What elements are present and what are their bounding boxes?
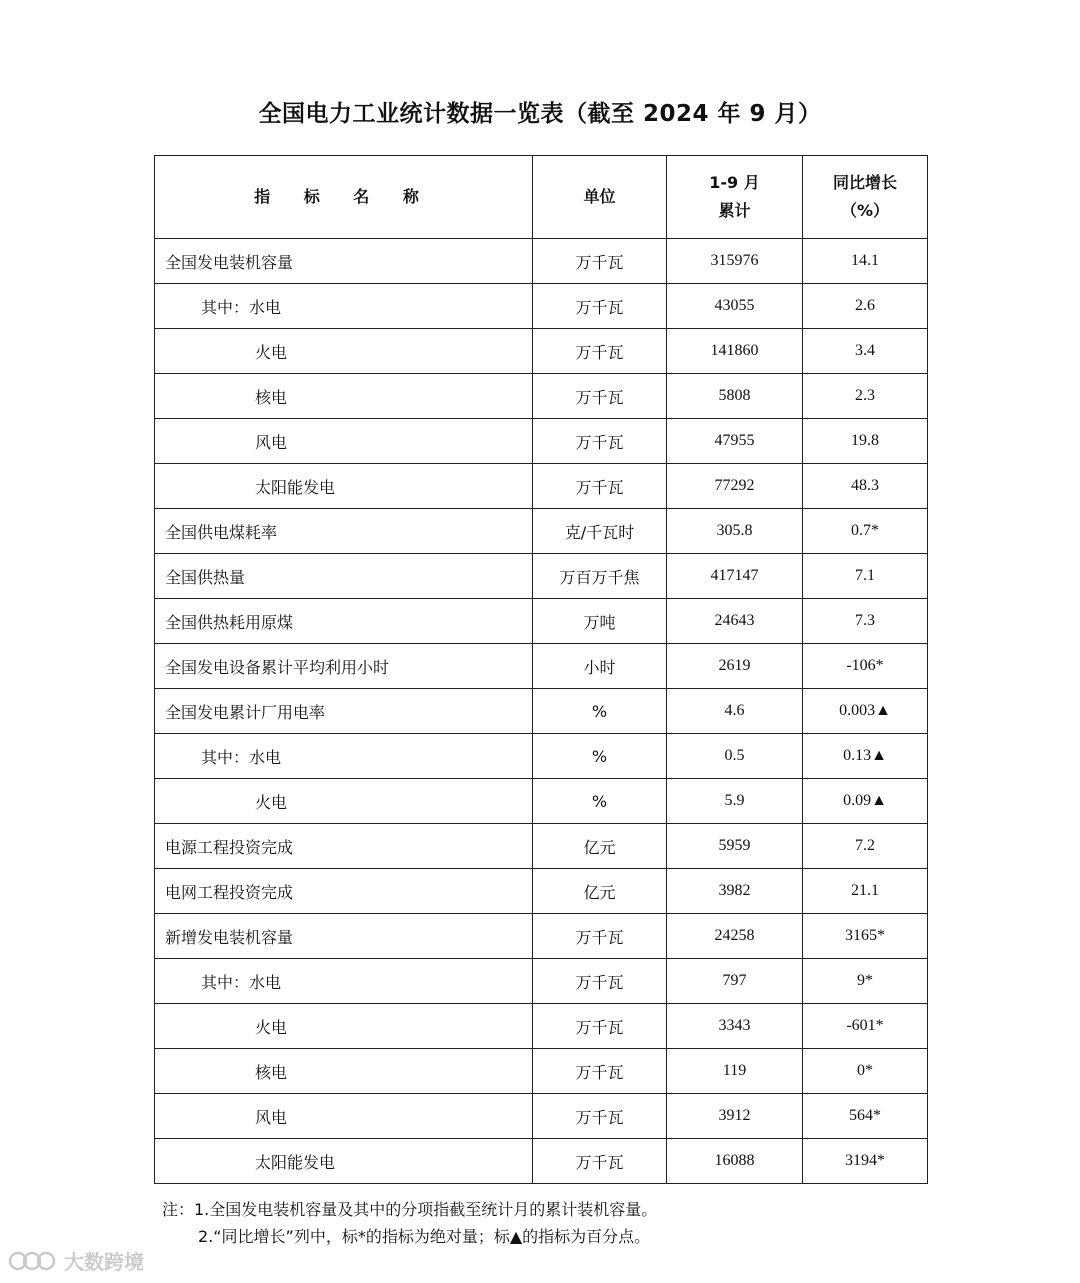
table-row [155, 734, 928, 779]
header-growth [803, 156, 928, 239]
table-row [155, 374, 928, 419]
table-row [155, 959, 928, 1004]
growth-cell: 3165* [803, 914, 928, 959]
indicator-name-cell: 电网工程投资完成 [155, 869, 533, 914]
header-cumulative-line1: 1-9 月 [709, 173, 760, 192]
table-row [155, 554, 928, 599]
page-title: 全国电力工业统计数据一览表（截至 2024 年 9 月） [258, 101, 822, 127]
table-row [155, 419, 928, 464]
unit-cell: 万千瓦 [533, 1004, 667, 1049]
unit-cell: 万千瓦 [533, 464, 667, 509]
growth-cell: 7.3 [803, 599, 928, 644]
table-row [155, 239, 928, 284]
growth-cell: 21.1 [803, 869, 928, 914]
cumulative-value-cell: 119 [667, 1049, 803, 1094]
footnote-2: 2.“同比增长”列中，标*的指标为绝对量；标▲的指标为百分点。 [198, 1227, 651, 1246]
cumulative-value-cell: 24258 [667, 914, 803, 959]
cumulative-value-cell: 417147 [667, 554, 803, 599]
cumulative-value-cell: 43055 [667, 284, 803, 329]
table-row [155, 779, 928, 824]
indicator-name-cell: 全国供热量 [155, 554, 533, 599]
unit-cell: % [533, 689, 667, 734]
growth-cell: 7.1 [803, 554, 928, 599]
cumulative-value-cell: 305.8 [667, 509, 803, 554]
table-header-row [155, 156, 928, 239]
unit-cell: % [533, 734, 667, 779]
table-row [155, 1049, 928, 1094]
indicator-name-cell: 全国发电设备累计平均利用小时 [155, 644, 533, 689]
cumulative-value-cell: 797 [667, 959, 803, 1004]
growth-cell: 19.8 [803, 419, 928, 464]
unit-cell: 万千瓦 [533, 419, 667, 464]
watermark-text: 大数跨境 [64, 1250, 144, 1274]
indicator-name-cell: 新增发电装机容量 [155, 914, 533, 959]
growth-cell: 564* [803, 1094, 928, 1139]
indicator-name-cell: 火电 [155, 329, 533, 374]
footnotes [162, 1196, 657, 1250]
unit-cell: 万千瓦 [533, 374, 667, 419]
unit-cell: 亿元 [533, 824, 667, 869]
growth-cell: 0* [803, 1049, 928, 1094]
indicator-name-cell: 核电 [155, 374, 533, 419]
cumulative-value-cell: 47955 [667, 419, 803, 464]
indicator-name-cell: 太阳能发电 [155, 1139, 533, 1184]
indicator-name-cell: 核电 [155, 1049, 533, 1094]
table-row [155, 689, 928, 734]
unit-cell: 万百万千焦 [533, 554, 667, 599]
unit-cell: 万千瓦 [533, 1094, 667, 1139]
header-indicator-name: 指 标 名 称 [155, 156, 533, 239]
growth-cell: 7.2 [803, 824, 928, 869]
growth-cell: 0.13▲ [803, 734, 928, 779]
unit-cell: 万千瓦 [533, 239, 667, 284]
unit-cell: 万千瓦 [533, 914, 667, 959]
cumulative-value-cell: 77292 [667, 464, 803, 509]
unit-cell: 万千瓦 [533, 284, 667, 329]
unit-cell: 万千瓦 [533, 329, 667, 374]
cumulative-value-cell: 141860 [667, 329, 803, 374]
table-row [155, 1139, 928, 1184]
unit-cell: % [533, 779, 667, 824]
growth-cell: 0.09▲ [803, 779, 928, 824]
table-row [155, 599, 928, 644]
table-row [155, 824, 928, 869]
watermark [8, 1246, 144, 1275]
indicator-name-cell: 全国发电装机容量 [155, 239, 533, 284]
unit-cell: 万千瓦 [533, 1139, 667, 1184]
cumulative-value-cell: 3912 [667, 1094, 803, 1139]
indicator-name-cell: 火电 [155, 779, 533, 824]
table-row [155, 1094, 928, 1139]
header-growth-line2: （%） [840, 201, 890, 220]
indicator-name-cell: 其中：水电 [155, 284, 533, 329]
table-row [155, 869, 928, 914]
indicator-name-cell: 太阳能发电 [155, 464, 533, 509]
table-row [155, 284, 928, 329]
table-row [155, 509, 928, 554]
unit-cell: 小时 [533, 644, 667, 689]
growth-cell: -601* [803, 1004, 928, 1049]
cumulative-value-cell: 315976 [667, 239, 803, 284]
growth-cell: -106* [803, 644, 928, 689]
table-row [155, 914, 928, 959]
cumulative-value-cell: 5.9 [667, 779, 803, 824]
cumulative-value-cell: 3343 [667, 1004, 803, 1049]
header-cumulative-line2: 累计 [718, 201, 751, 220]
cumulative-value-cell: 5808 [667, 374, 803, 419]
indicator-name-cell: 风电 [155, 1094, 533, 1139]
unit-cell: 亿元 [533, 869, 667, 914]
indicator-name-cell: 其中：水电 [155, 734, 533, 779]
unit-cell: 万千瓦 [533, 959, 667, 1004]
header-growth-line1: 同比增长 [832, 173, 897, 192]
indicator-name-cell: 其中：水电 [155, 959, 533, 1004]
cumulative-value-cell: 2619 [667, 644, 803, 689]
growth-cell: 3.4 [803, 329, 928, 374]
unit-cell: 克/千瓦时 [533, 509, 667, 554]
growth-cell: 9* [803, 959, 928, 1004]
unit-cell: 万吨 [533, 599, 667, 644]
cumulative-value-cell: 16088 [667, 1139, 803, 1184]
brand-logo-icon [8, 1249, 58, 1273]
growth-cell: 0.7* [803, 509, 928, 554]
growth-cell: 2.6 [803, 284, 928, 329]
growth-cell: 2.3 [803, 374, 928, 419]
growth-cell: 48.3 [803, 464, 928, 509]
statistics-table [154, 155, 928, 1184]
table-body [155, 239, 928, 1184]
cumulative-value-cell: 24643 [667, 599, 803, 644]
cumulative-value-cell: 4.6 [667, 689, 803, 734]
indicator-name-cell: 风电 [155, 419, 533, 464]
growth-cell: 3194* [803, 1139, 928, 1184]
growth-cell: 14.1 [803, 239, 928, 284]
cumulative-value-cell: 5959 [667, 824, 803, 869]
unit-cell: 万千瓦 [533, 1049, 667, 1094]
header-cumulative [667, 156, 803, 239]
cumulative-value-cell: 3982 [667, 869, 803, 914]
table-row [155, 644, 928, 689]
table-row [155, 329, 928, 374]
growth-cell: 0.003▲ [803, 689, 928, 734]
indicator-name-cell: 火电 [155, 1004, 533, 1049]
indicator-name-cell: 电源工程投资完成 [155, 824, 533, 869]
table-row [155, 1004, 928, 1049]
indicator-name-cell: 全国发电累计厂用电率 [155, 689, 533, 734]
indicator-name-cell: 全国供电煤耗率 [155, 509, 533, 554]
cumulative-value-cell: 0.5 [667, 734, 803, 779]
footnote-1: 注：1.全国发电装机容量及其中的分项指截至统计月的累计装机容量。 [162, 1200, 658, 1219]
indicator-name-cell: 全国供热耗用原煤 [155, 599, 533, 644]
header-unit: 单位 [533, 156, 667, 239]
table-row [155, 464, 928, 509]
